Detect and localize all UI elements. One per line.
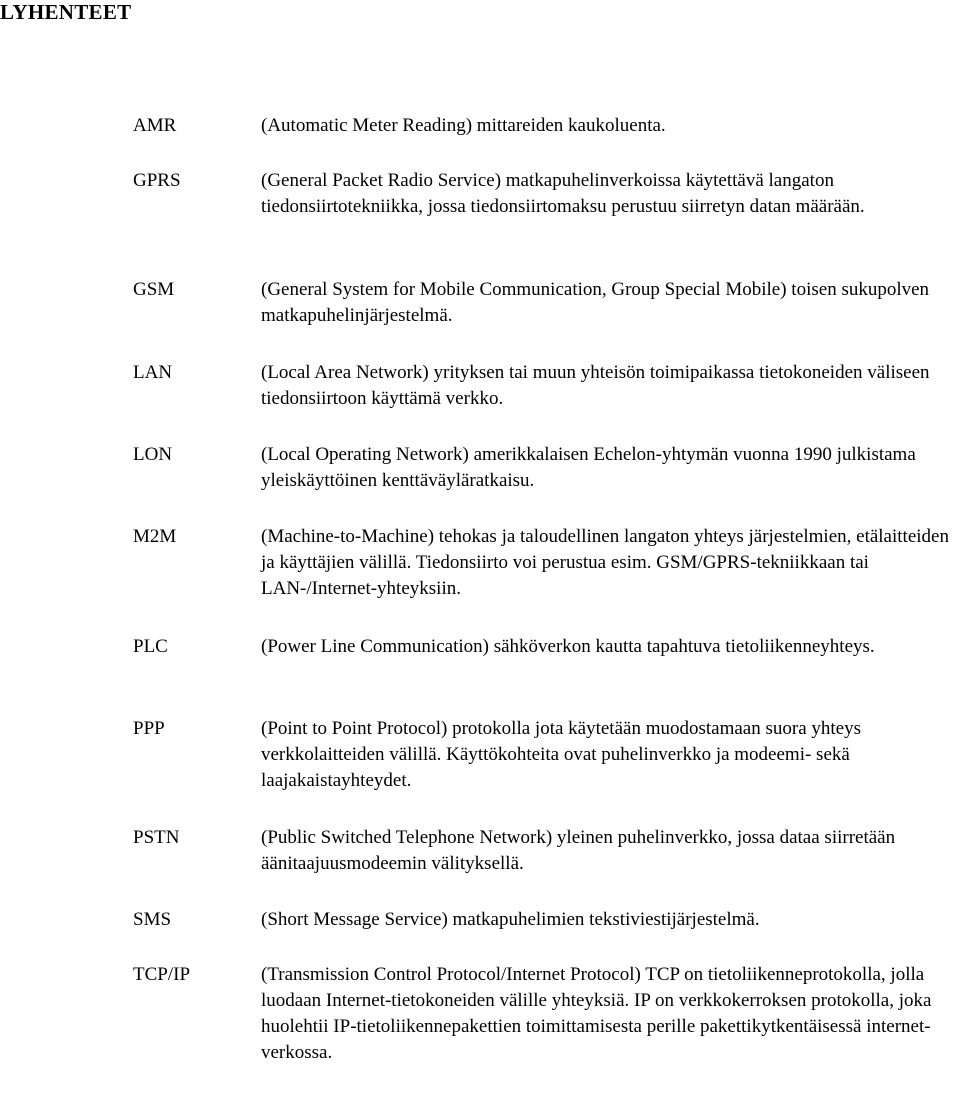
definition: (General System for Mobile Communication, Group Special Mobile) toisen sukupolven matkapuhelinjärjestelmä.: [261, 279, 930, 326]
definition: (Short Message Service) matkapuhelimien tekstiviestijärjestelmä.: [261, 909, 760, 930]
definition: (Point to Point Protocol) protokolla jota käytetään muodostamaan suora yhteys verkkolaitteiden välillä. Käyttökohteita ovat puhelinverkko ja modeemi- sekä laajakaistayhteydet.: [261, 718, 861, 791]
definition: (Power Line Communication) sähköverkon kautta tapahtuva tietoliikenneyhteys.: [261, 636, 875, 657]
abbreviation: PLC: [133, 636, 168, 657]
abbreviation: SMS: [133, 909, 172, 930]
abbreviation: LAN: [133, 362, 173, 383]
abbreviation: PSTN: [133, 827, 180, 848]
abbreviation: M2M: [133, 526, 177, 547]
abbreviation: TCP/IP: [133, 964, 191, 985]
definition: (Machine-to-Machine) tehokas ja taloudellinen langaton yhteys järjestelmien, etälaitteiden ja käyttäjien välillä. Tiedonsiirto voi perustua esim. GSM/GPRS-tekniikkaan tai LAN-/Internet-yhteyksiin.: [261, 526, 949, 599]
definition: (Automatic Meter Reading) mittareiden kaukoluenta.: [261, 115, 666, 136]
definition: (Local Area Network) yrityksen tai muun yhteisön toimipaikassa tietokoneiden väliseen tiedonsiirtoon käyttämä verkko.: [261, 362, 930, 409]
abbreviation: AMR: [133, 115, 177, 136]
abbreviation: GSM: [133, 279, 175, 300]
abbreviation: LON: [133, 444, 173, 465]
definition: (Transmission Control Protocol/Internet Protocol) TCP on tietoliikenneprotokolla, jolla luodaan Internet-tietokoneiden välille yhteyksiä. IP on verkkokerroksen protokolla, joka huolehtii IP-tietoliikennepakettien toimittamisesta perille pakettikytkentäisessä internet-verkossa.: [261, 964, 932, 1063]
abbreviation: PPP: [133, 718, 165, 739]
definition: (Local Operating Network) amerikkalaisen Echelon-yhtymän vuonna 1990 julkistama yleiskäyttöinen kenttäväyläratkaisu.: [261, 444, 916, 491]
abbreviation: GPRS: [133, 170, 181, 191]
page-title: LYHENTEET: [0, 0, 132, 24]
definition: (General Packet Radio Service) matkapuhelinverkoissa käytettävä langaton tiedonsiirtotekniikka, jossa tiedonsiirtomaksu perustuu siirretyn datan määrään.: [261, 170, 865, 217]
definition: (Public Switched Telephone Network) yleinen puhelinverkko, jossa dataa siirretään äänitaajuusmodeemin välityksellä.: [261, 827, 896, 874]
